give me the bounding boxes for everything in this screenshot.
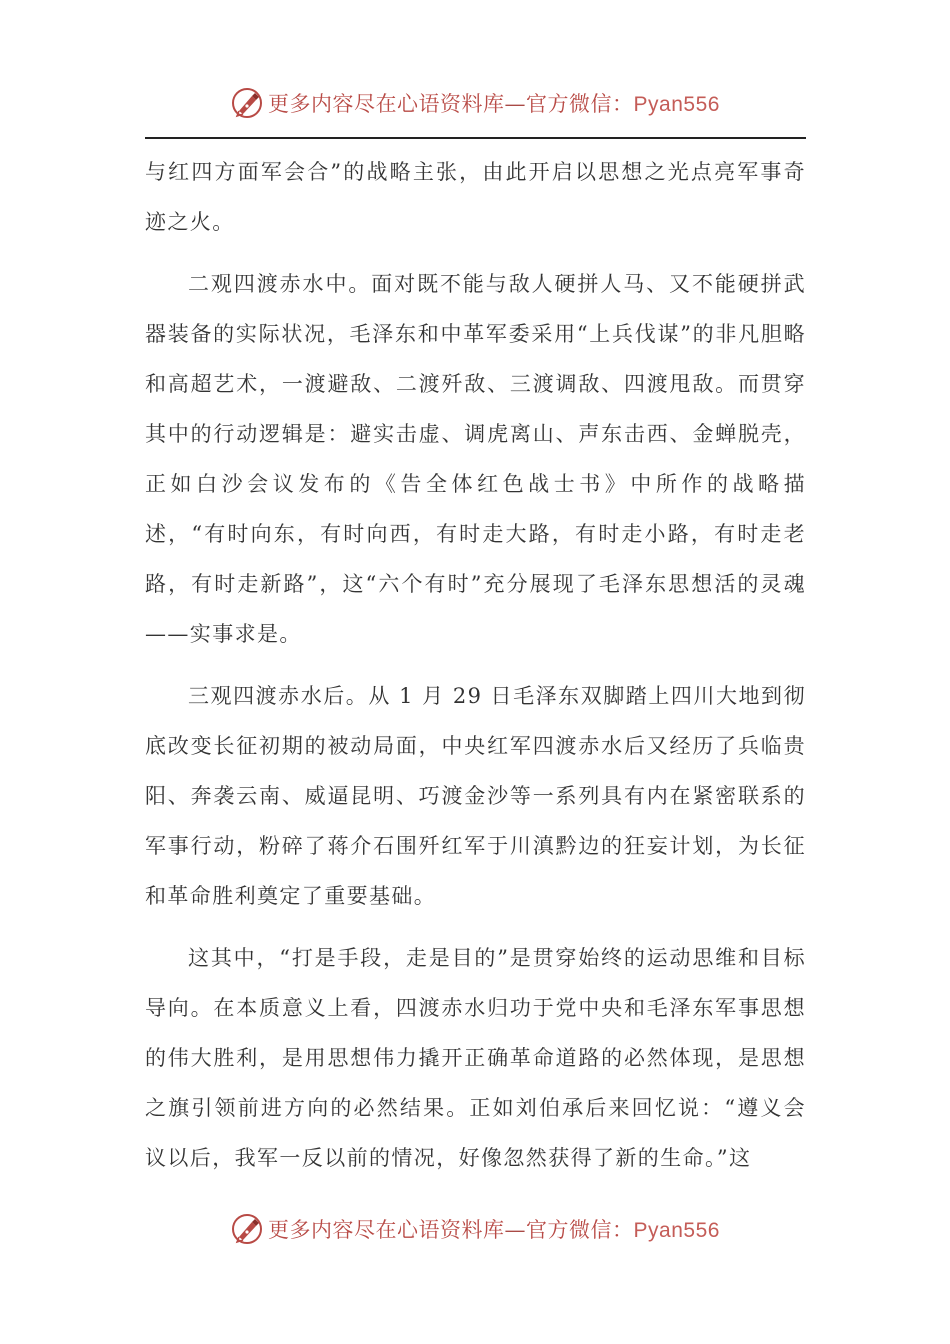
document-body bbox=[145, 147, 806, 1183]
footer-wechat-label: 官方微信： bbox=[526, 1218, 634, 1242]
footer-dash: — bbox=[504, 1218, 527, 1242]
header-wechat-label: 官方微信： bbox=[526, 92, 634, 116]
header-dash: — bbox=[504, 92, 527, 116]
footer-text bbox=[268, 1214, 720, 1244]
paragraph-1: 与红四方面军会合”的战略主张，由此开启以思想之光点亮军事奇迹之火。 bbox=[145, 160, 806, 234]
paragraph-2: 二观四渡赤水中。面对既不能与敌人硬拼人马、又不能硬拼武器装备的实际状况，毛泽东和中革军委采用“上兵伐谋”的非凡胆略和高超艺术，一渡避敌、二渡歼敌、三渡调敌、四渡甩敌。而贯穿其中的行动逻辑是：避实击虚、调虎离山、声东击西、金蝉脱壳，正如白沙会议发布的《告全体红色战士书》中所作的战略描述，“有时向东，有时向西，有时走大路，有时走小路，有时走老路，有时走新路”，这“六个有时”充分展现了毛泽东思想活的灵魂——实事求是。 bbox=[145, 272, 806, 646]
header-brand: 更多内容尽在心语资料库 bbox=[268, 92, 505, 116]
footer-wechat-id: Pyan556 bbox=[633, 1219, 720, 1242]
header-divider bbox=[145, 137, 806, 139]
footer-banner bbox=[0, 1209, 950, 1249]
pen-nib-logo-icon bbox=[230, 1212, 264, 1246]
paragraph-3: 三观四渡赤水后。从 1 月 29 日毛泽东双脚踏上四川大地到彻底改变长征初期的被动局面，中央红军四渡赤水后又经历了兵临贵阳、奔袭云南、威逼昆明、巧渡金沙等一系列具有内在紧密联系的军事行动，粉碎了蒋介石围歼红军于川滇黔边的狂妄计划，为长征和革命胜利奠定了重要基础。 bbox=[145, 684, 806, 908]
footer-brand: 更多内容尽在心语资料库 bbox=[268, 1218, 505, 1242]
pen-nib-logo-icon bbox=[230, 86, 264, 120]
header-text bbox=[268, 88, 720, 118]
header-wechat-id: Pyan556 bbox=[633, 93, 720, 116]
header-banner bbox=[0, 83, 950, 123]
paragraph-4: 这其中，“打是手段，走是目的”是贯穿始终的运动思维和目标导向。在本质意义上看，四渡赤水归功于党中央和毛泽东军事思想的伟大胜利，是用思想伟力撬开正确革命道路的必然体现，是思想之旗引领前进方向的必然结果。正如刘伯承后来回忆说：“遵义会议以后，我军一反以前的情况，好像忽然获得了新的生命。”这 bbox=[145, 946, 806, 1170]
